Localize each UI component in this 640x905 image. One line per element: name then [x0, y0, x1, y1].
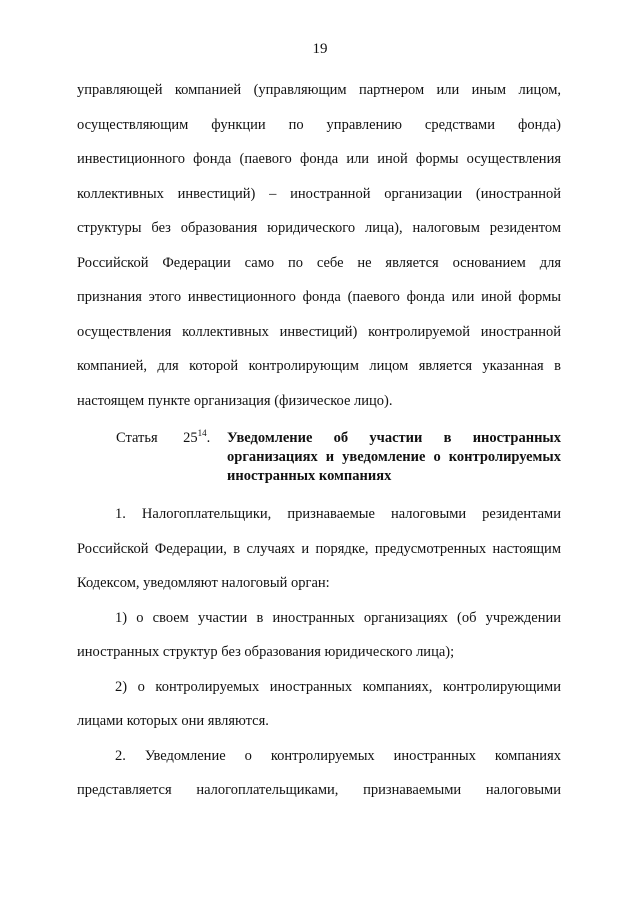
article-superscript: 14: [197, 428, 207, 439]
text-line: 2. Уведомление о контролируемых иностранных компаниях: [115, 747, 561, 764]
article-suffix: .: [206, 430, 211, 446]
article-title-line: организациях и уведомление о контролируемых: [227, 449, 561, 465]
text-line: осуществляющим функции по управлению средствами фонда): [77, 116, 561, 133]
document-body: [77, 80, 561, 815]
article-number: 25: [183, 430, 198, 446]
text-line: осуществления коллективных инвестиций) контролируемой иностранной: [77, 323, 561, 340]
text-line: признания этого инвестиционного фонда (паевого фонда или иной формы: [77, 289, 561, 305]
article-title-line: Уведомление об участии в иностранных: [227, 430, 561, 446]
article-title: [227, 429, 561, 486]
article-heading: [77, 429, 561, 486]
text-line: управляющей компанией (управляющим партнером или иным лицом,: [77, 82, 561, 98]
text-line: лицами которых они являются.: [77, 713, 269, 729]
page-number: 19: [312, 41, 328, 57]
text-line: Российской Федерации, в случаях и порядке, предусмотренных настоящим: [77, 540, 561, 557]
text-line: 1) о своем участии в иностранных организациях (об учреждении: [115, 609, 561, 626]
text-line: Кодексом, уведомляют налоговый орган:: [77, 575, 330, 591]
text-line: иностранных структур без образования юридического лица);: [77, 644, 455, 660]
article-title-line: иностранных компаниях: [227, 468, 392, 484]
text-line: структуры без образования юридического лица), налоговым резидентом: [77, 220, 561, 236]
article-label: [77, 429, 227, 486]
text-line: Российской Федерации само по себе не является основанием для: [77, 254, 561, 271]
text-line: настоящем пункте организация (физическое лицо).: [77, 392, 393, 409]
text-line: компанией, для которой контролирующим лицом является указанная в: [77, 358, 561, 374]
text-line: инвестиционного фонда (паевого фонда или иной формы осуществления: [77, 151, 561, 167]
text-line: 2) о контролируемых иностранных компаниях, контролирующими: [115, 678, 561, 695]
text-line: коллективных инвестиций) – иностранной организации (иностранной: [77, 185, 561, 202]
text-line: представляется налогоплательщиками, признаваемыми налоговыми: [77, 782, 561, 798]
text-line: 1. Налогоплательщики, признаваемые налоговыми резидентами: [115, 506, 561, 522]
article-prefix: Статья: [116, 430, 158, 446]
